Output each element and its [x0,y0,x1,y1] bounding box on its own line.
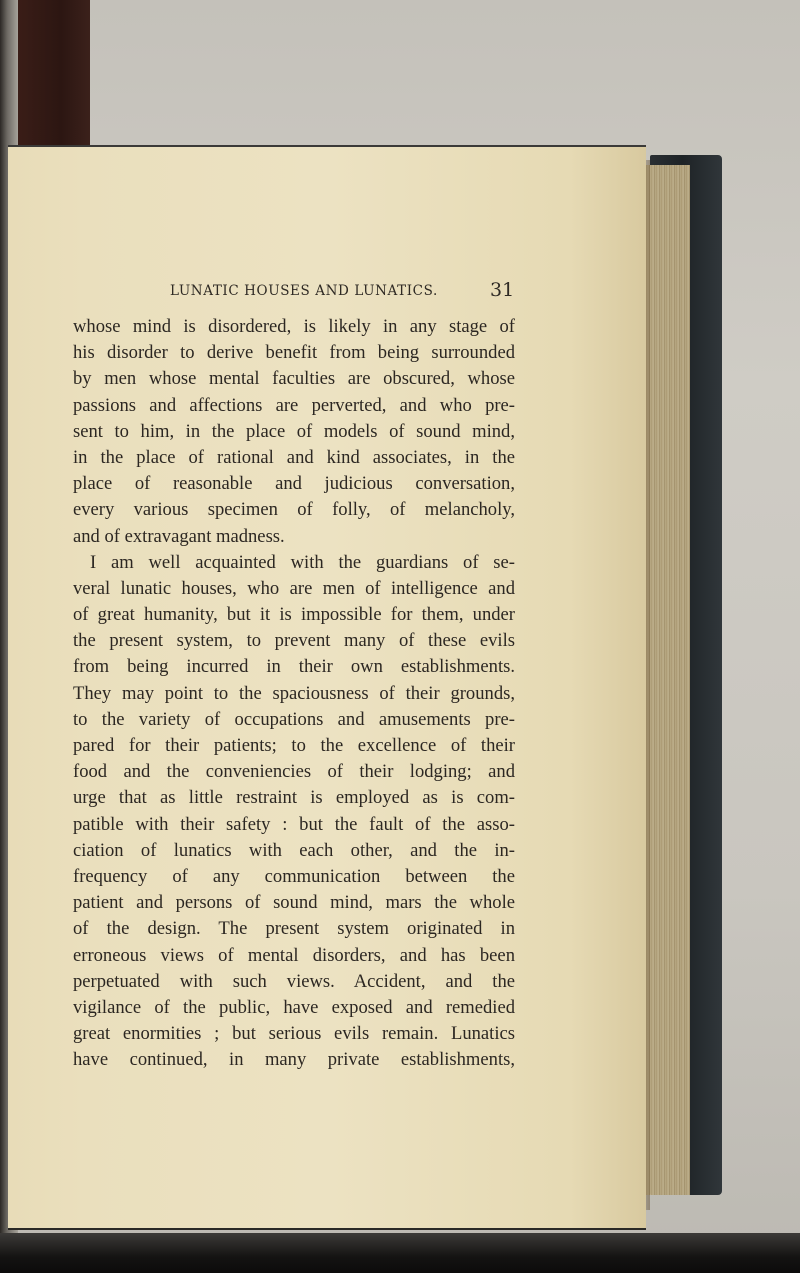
page-number: 31 [490,279,515,301]
text-line: every various specimen of folly, of melancholy, [73,499,515,521]
text-line: perpetuated with such views. Accident, and the [73,970,515,992]
body-text [73,314,515,1073]
text-line: of great humanity, but it is impossible for them, under [73,604,515,626]
dark-object-top-left [18,0,90,150]
text-line: to the variety of occupations and amusements pre- [73,708,515,730]
text-line: frequency of any communication between the [73,865,515,887]
text-line: patient and persons of sound mind, mars the whole [73,892,515,914]
text-line: erroneous views of mental disorders, and has been [73,944,515,966]
text-line: his disorder to derive benefit from being surrounded [73,342,515,364]
text-line: of the design. The present system originated in [73,918,515,940]
text-line: have continued, in many private establishments, [73,1049,515,1071]
dark-surface-bottom [0,1233,800,1273]
text-line: whose mind is disordered, is likely in any stage of [73,316,515,337]
text-line: food and the conveniencies of their lodging; and [73,761,515,783]
text-line: ciation of lunatics with each other, and the in- [73,839,515,861]
text-line: veral lunatic houses, who are men of intelligence and [73,577,515,599]
text-line: from being incurred in their own establishments. [73,656,515,678]
text-line: pared for their patients; to the excellence of their [73,735,515,756]
text-line: and of extravagant madness. [73,525,285,547]
text-line: They may point to the spaciousness of their grounds, [73,682,515,704]
text-line: by men whose mental faculties are obscured, whose [73,368,515,390]
text-line: passions and affections are perverted, and who pre- [73,394,515,416]
text-line: great enormities ; but serious evils remain. Lunatics [73,1023,515,1045]
text-line: place of reasonable and judicious conversation, [73,473,515,495]
text-line: the present system, to prevent many of these evils [73,630,515,652]
page-edges [645,165,690,1195]
text-line: sent to him, in the place of models of sound mind, [73,420,515,442]
text-line: in the place of rational and kind associates, in the [73,446,515,468]
running-head: LUNATIC HOUSES AND LUNATICS. [170,283,438,299]
text-line: I am well acquainted with the guardians of se- [90,551,515,573]
text-line: urge that as little restraint is employed as is com- [73,787,515,809]
text-line: patible with their safety : but the fault of the asso- [73,813,515,835]
text-line: vigilance of the public, have exposed and remedied [73,996,515,1018]
